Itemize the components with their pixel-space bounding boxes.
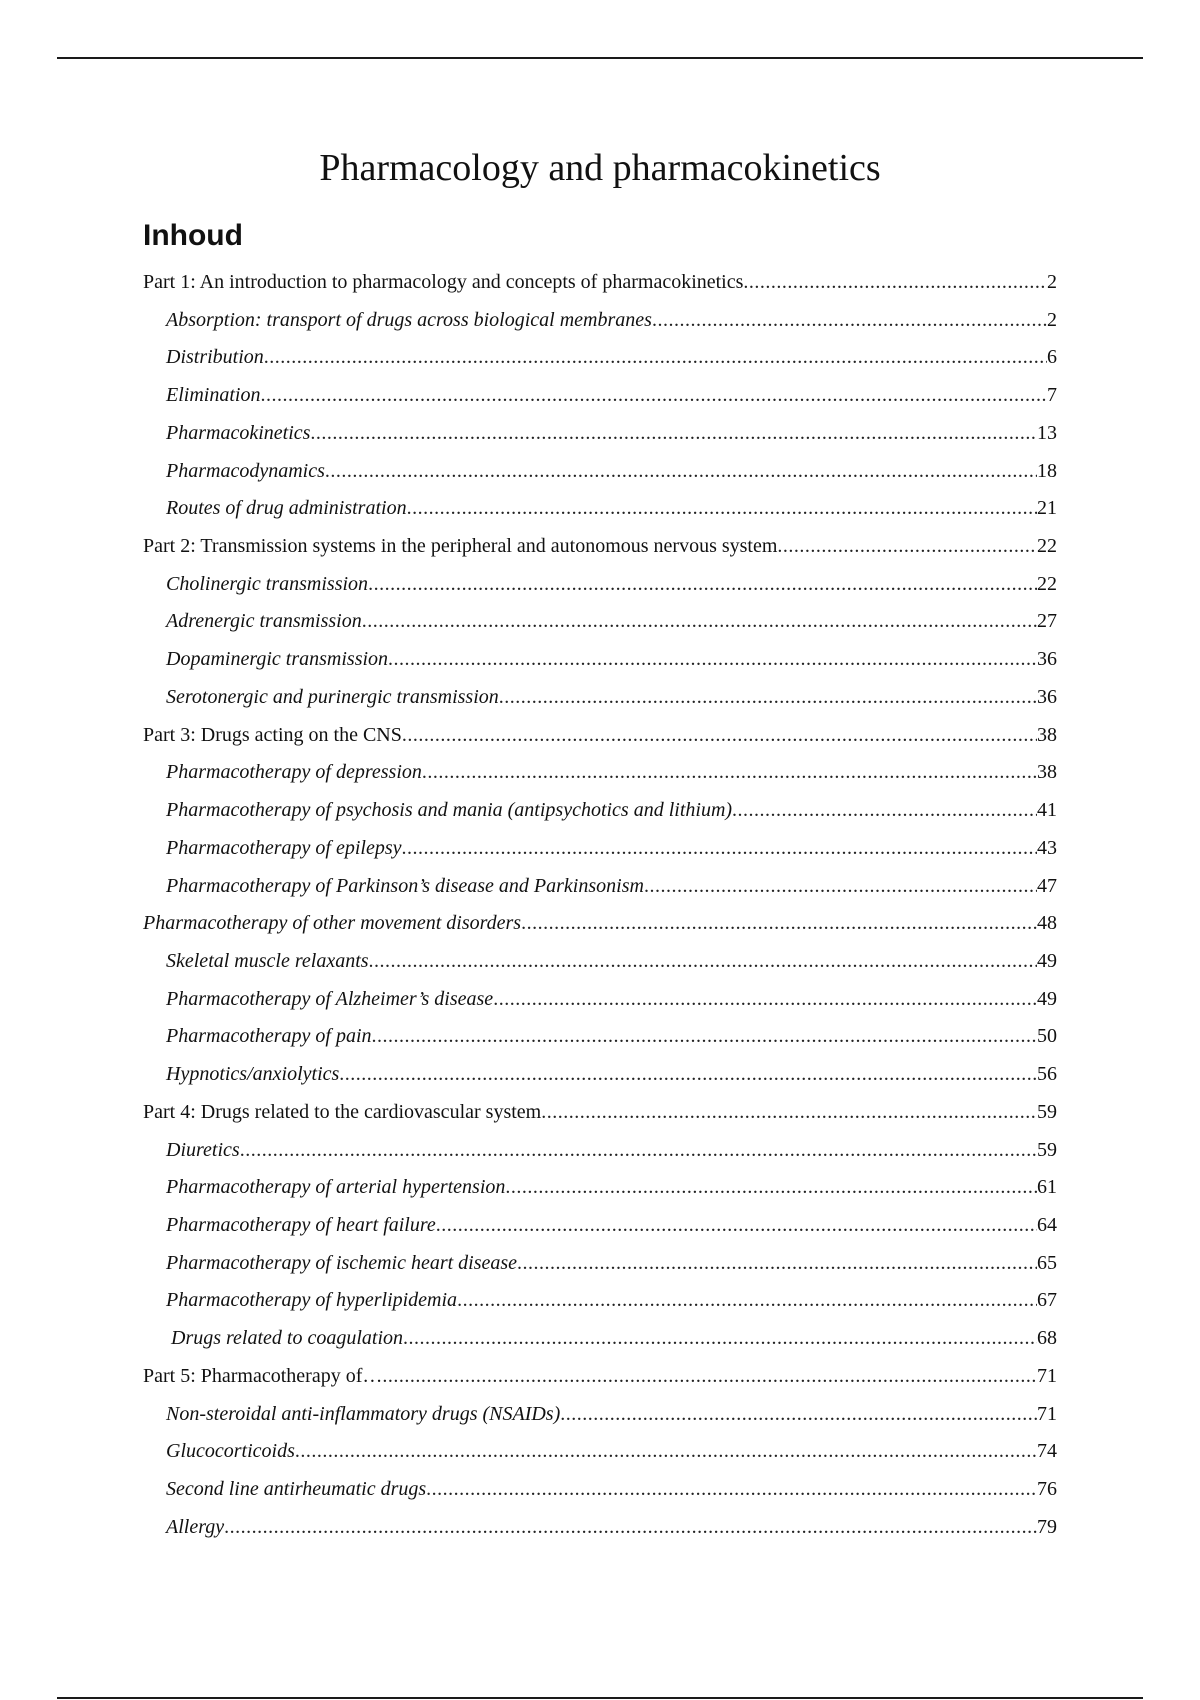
toc-entry[interactable] xyxy=(143,1320,1057,1358)
dot-leader xyxy=(407,490,1037,528)
toc-entry-page: 64 xyxy=(1037,1213,1057,1236)
dot-leader xyxy=(362,603,1037,641)
dot-leader xyxy=(457,1282,1037,1320)
toc-entry-label: Allergy xyxy=(166,1515,225,1538)
toc-entry-page: 41 xyxy=(1037,799,1057,822)
toc-entry-page: 56 xyxy=(1037,1063,1057,1086)
toc-entry[interactable] xyxy=(143,1471,1057,1509)
toc-entry[interactable] xyxy=(143,415,1057,453)
toc-entry-label: Absorption: transport of drugs across biological membranes xyxy=(166,308,652,331)
toc-entry-page: 21 xyxy=(1037,497,1057,520)
dot-leader xyxy=(493,981,1037,1019)
toc-entry-label: Dopaminergic transmission xyxy=(166,648,389,671)
toc-entry-label: Serotonergic and purinergic transmission xyxy=(166,685,499,708)
dot-leader xyxy=(499,679,1037,717)
toc-entry-page: 38 xyxy=(1037,723,1057,746)
dot-leader xyxy=(295,1433,1037,1471)
toc-entry-page: 71 xyxy=(1037,1364,1057,1387)
toc-entry-page: 48 xyxy=(1037,912,1057,935)
dot-leader xyxy=(422,754,1037,792)
toc-entry-page: 76 xyxy=(1037,1478,1057,1500)
dot-leader xyxy=(224,1509,1037,1547)
toc-entry-page: 61 xyxy=(1037,1176,1057,1199)
toc-entry[interactable] xyxy=(143,528,1057,566)
toc-entry-page: 59 xyxy=(1037,1138,1057,1161)
dot-leader xyxy=(403,1320,1037,1358)
toc-entry-page: 18 xyxy=(1037,459,1057,482)
toc-entry-page: 67 xyxy=(1037,1289,1057,1312)
toc-entry-label: Pharmacotherapy of psychosis and mania (antipsychotics and lithium) xyxy=(166,799,733,822)
toc-entry[interactable] xyxy=(143,1245,1057,1283)
toc-entry[interactable] xyxy=(143,453,1057,491)
toc-entry-label: Pharmacotherapy of Alzheimer’s disease xyxy=(166,987,494,1010)
toc-entry-label: Part 2: Transmission systems in the peripheral and autonomous nervous system xyxy=(143,535,778,558)
toc-entry[interactable] xyxy=(143,264,1057,302)
toc-entry[interactable] xyxy=(143,1207,1057,1245)
dot-leader xyxy=(388,641,1037,679)
dot-leader xyxy=(505,1169,1037,1207)
toc-entry-label: Diuretics xyxy=(166,1138,240,1161)
toc-entry-page: 68 xyxy=(1037,1327,1057,1350)
dot-leader xyxy=(426,1471,1037,1509)
toc-entry[interactable] xyxy=(143,981,1057,1019)
dot-leader xyxy=(339,1056,1037,1094)
toc-entry-label: Hypnotics/anxiolytics xyxy=(166,1063,340,1086)
toc-entry-page: 59 xyxy=(1037,1100,1057,1123)
toc-entry-page: 38 xyxy=(1037,761,1057,784)
toc-entry-label: Skeletal muscle relaxants xyxy=(166,949,369,972)
dot-leader xyxy=(264,339,1047,377)
toc-entry-label: Part 1: An introduction to pharmacology and concepts of pharmacokinetics xyxy=(143,271,744,293)
toc-entry-page: 6 xyxy=(1047,346,1057,369)
toc-entry-page: 74 xyxy=(1037,1440,1057,1463)
toc-entry-label: Pharmacokinetics xyxy=(166,421,311,444)
toc-entry-label: Pharmacotherapy of heart failure xyxy=(166,1213,436,1236)
header-rule xyxy=(57,57,1143,59)
toc-entry-page: 49 xyxy=(1037,949,1057,972)
toc-entry-page: 36 xyxy=(1037,648,1057,671)
toc-entry-label: Distribution xyxy=(166,346,264,369)
toc-entry-page: 7 xyxy=(1047,384,1057,407)
toc-entry-page: 65 xyxy=(1037,1251,1057,1274)
toc-entry-page: 71 xyxy=(1037,1402,1057,1425)
table-of-contents xyxy=(143,264,1057,1546)
dot-leader xyxy=(644,868,1037,906)
toc-entry[interactable] xyxy=(143,679,1057,717)
dot-leader xyxy=(541,1094,1037,1132)
toc-entry-page: 2 xyxy=(1047,308,1057,331)
toc-entry[interactable] xyxy=(143,1358,1057,1396)
toc-entry[interactable] xyxy=(143,1056,1057,1094)
dot-leader xyxy=(372,1018,1037,1056)
toc-entry[interactable] xyxy=(143,566,1057,604)
toc-entry-label: Pharmacodynamics xyxy=(166,459,325,482)
dot-leader xyxy=(240,1132,1037,1170)
toc-entry-label: Pharmacotherapy of depression xyxy=(166,761,422,784)
toc-entry-label: Part 4: Drugs related to the cardiovascular system xyxy=(143,1100,542,1123)
dot-leader xyxy=(777,528,1037,566)
dot-leader xyxy=(652,302,1047,340)
dot-leader xyxy=(521,905,1037,943)
toc-entry[interactable] xyxy=(143,754,1057,792)
dot-leader xyxy=(402,717,1037,755)
toc-entry-page: 13 xyxy=(1037,421,1057,444)
toc-entry[interactable] xyxy=(143,792,1057,830)
toc-entry-page: 27 xyxy=(1037,610,1057,633)
toc-entry-label: Pharmacotherapy of epilepsy xyxy=(166,836,402,859)
toc-entry[interactable] xyxy=(143,377,1057,415)
toc-entry[interactable] xyxy=(143,603,1057,641)
toc-entry-label: Pharmacotherapy of pain xyxy=(166,1025,372,1048)
toc-entry-page: 22 xyxy=(1037,572,1057,595)
toc-entry-page: 49 xyxy=(1037,987,1057,1010)
toc-entry[interactable] xyxy=(143,868,1057,906)
toc-entry-page: 43 xyxy=(1037,836,1057,859)
footer-rule xyxy=(57,1697,1143,1699)
toc-entry-label: Pharmacotherapy of other movement disorders xyxy=(143,912,522,935)
dot-leader xyxy=(368,566,1037,604)
dot-leader xyxy=(382,1358,1037,1396)
toc-entry-label: Pharmacotherapy of Parkinson’s disease and Parkinsonism xyxy=(166,874,644,897)
toc-entry-label: Elimination xyxy=(166,384,261,407)
toc-entry-label: Part 3: Drugs acting on the CNS xyxy=(143,723,402,746)
toc-entry-page: 50 xyxy=(1037,1025,1057,1048)
toc-entry-page: 47 xyxy=(1037,874,1057,897)
toc-entry[interactable] xyxy=(143,830,1057,868)
dot-leader xyxy=(517,1245,1037,1283)
toc-entry[interactable] xyxy=(143,717,1057,755)
toc-entry-label: Pharmacotherapy of arterial hypertension xyxy=(166,1176,506,1199)
toc-entry-label: Cholinergic transmission xyxy=(166,572,369,595)
toc-entry-label: Non-steroidal anti-inflammatory drugs (NSAIDs) xyxy=(166,1402,561,1425)
toc-entry[interactable] xyxy=(143,641,1057,679)
dot-leader xyxy=(260,377,1047,415)
dot-leader xyxy=(743,264,1047,302)
dot-leader xyxy=(436,1207,1037,1245)
toc-entry[interactable] xyxy=(143,339,1057,377)
toc-entry-label: Pharmacotherapy of hyperlipidemia xyxy=(166,1289,458,1312)
dot-leader xyxy=(560,1396,1037,1434)
dot-leader xyxy=(310,415,1037,453)
dot-leader xyxy=(325,453,1037,491)
toc-entry[interactable] xyxy=(143,1132,1057,1170)
toc-entry-label: Drugs related to coagulation xyxy=(171,1327,404,1350)
dot-leader xyxy=(369,943,1037,981)
toc-entry-page: 22 xyxy=(1037,535,1057,558)
toc-entry-page: 36 xyxy=(1037,685,1057,708)
toc-entry-page: 2 xyxy=(1047,271,1057,293)
toc-entry-label: Glucocorticoids xyxy=(166,1440,295,1463)
toc-entry[interactable] xyxy=(143,1396,1057,1434)
dot-leader xyxy=(402,830,1038,868)
toc-heading: Inhoud xyxy=(143,219,243,252)
toc-entry[interactable] xyxy=(143,1169,1057,1207)
toc-entry-label: Routes of drug administration xyxy=(166,497,407,520)
toc-entry[interactable] xyxy=(143,490,1057,528)
document-title: Pharmacology and pharmacokinetics xyxy=(319,147,881,189)
toc-entry-label: Adrenergic transmission xyxy=(166,610,362,633)
toc-entry[interactable] xyxy=(143,1282,1057,1320)
toc-entry[interactable] xyxy=(143,1433,1057,1471)
toc-entry[interactable] xyxy=(143,302,1057,340)
dot-leader xyxy=(732,792,1037,830)
toc-entry[interactable] xyxy=(143,1018,1057,1056)
toc-entry[interactable] xyxy=(143,943,1057,981)
toc-entry-label: Part 5: Pharmacotherapy of… xyxy=(143,1364,383,1387)
toc-entry-page: 79 xyxy=(1037,1515,1057,1538)
toc-entry[interactable] xyxy=(143,1094,1057,1132)
toc-entry-label: Second line antirheumatic drugs xyxy=(166,1478,427,1500)
toc-entry-label: Pharmacotherapy of ischemic heart disease xyxy=(166,1251,518,1274)
toc-entry[interactable] xyxy=(143,1509,1057,1547)
toc-entry[interactable] xyxy=(143,905,1057,943)
